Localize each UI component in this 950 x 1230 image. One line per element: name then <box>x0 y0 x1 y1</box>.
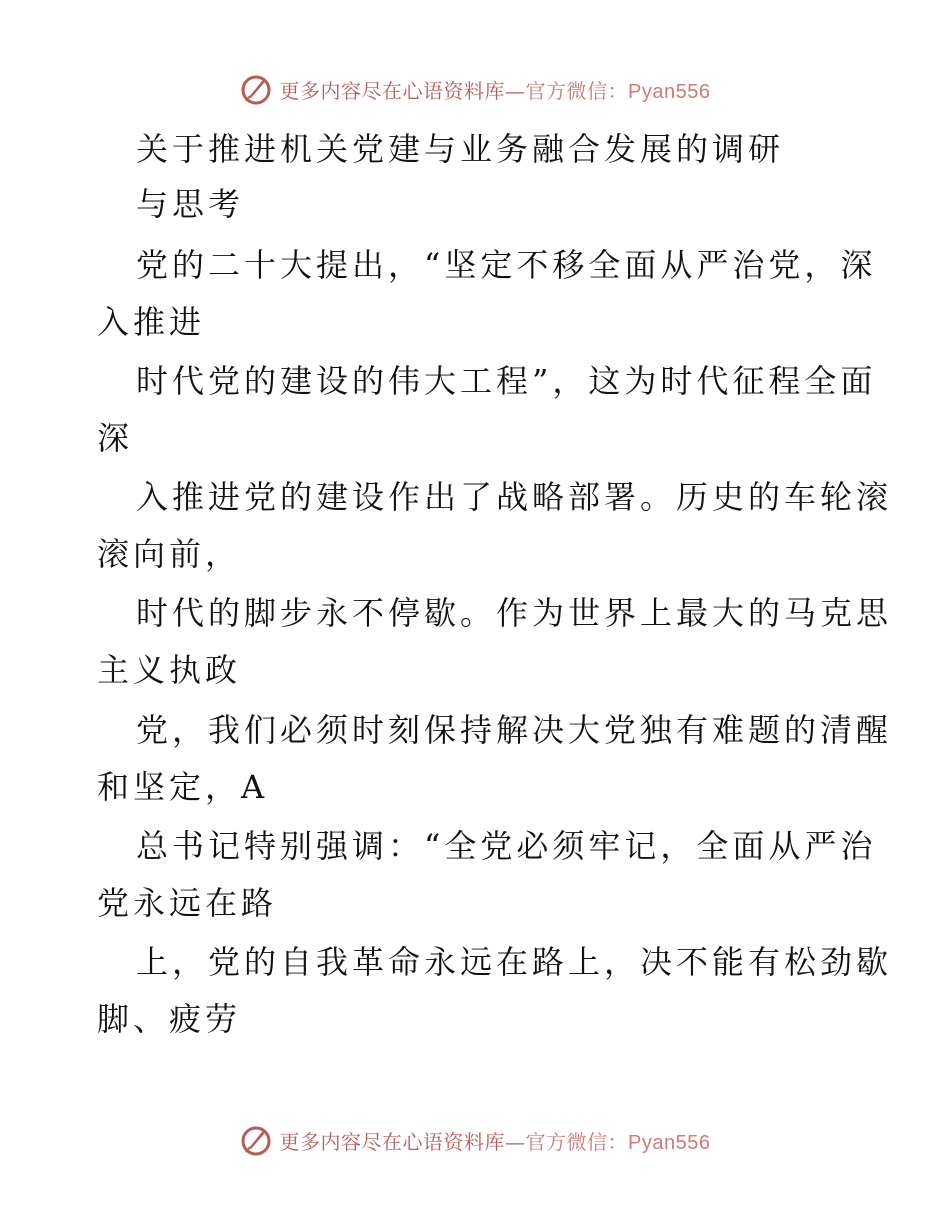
paragraph-line: 入推进党的建设作出了战略部署。历史的车轮滚 <box>136 478 893 516</box>
footer-wechat-id: Pyan556 <box>628 1131 711 1154</box>
footer-banner-title: 更多内容尽在心语资料库 <box>279 1129 506 1154</box>
paragraph-line: 时代党的建设的伟大工程”，这为时代征程全面 <box>136 362 877 400</box>
footer-banner-dash: — <box>505 1129 526 1154</box>
paragraph-line: 党，我们必须时刻保持解决大党独有难题的清醒 <box>136 711 893 749</box>
document-title-line-2: 与思考 <box>136 185 245 223</box>
header-banner-title: 更多内容尽在心语资料库 <box>279 78 506 103</box>
quill-pen-logo-icon <box>240 1124 272 1156</box>
paragraph-line: 和坚定，A <box>97 768 269 806</box>
header-wechat-id: Pyan556 <box>628 80 711 103</box>
paragraph-line: 党永远在路 <box>97 884 278 922</box>
header-banner-dash: — <box>505 78 526 103</box>
footer-banner <box>0 1120 950 1160</box>
paragraph-line: 主义执政 <box>97 651 242 689</box>
paragraph-line: 时代的脚步永不停歇。作为世界上最大的马克思 <box>136 594 893 632</box>
paragraph-line: 党的二十大提出，“坚定不移全面从严治党，深 <box>136 246 877 284</box>
document-title-line-1: 关于推进机关党建与业务融合发展的调研 <box>136 130 785 168</box>
paragraph-line: 入推进 <box>97 303 206 341</box>
paragraph-line: 深 <box>97 419 134 457</box>
paragraph-line: 脚、疲劳 <box>97 1000 242 1038</box>
paragraph-line: 滚向前， <box>97 535 242 573</box>
footer-banner-text <box>280 1126 711 1155</box>
header-wechat-label: 官方微信： <box>525 78 629 103</box>
footer-wechat-label: 官方微信： <box>525 1129 629 1154</box>
paragraph-line: 上，党的自我革命永远在路上，决不能有松劲歇 <box>136 943 893 981</box>
paragraph-line: 总书记特别强调：“全党必须牢记，全面从严治 <box>136 827 877 865</box>
